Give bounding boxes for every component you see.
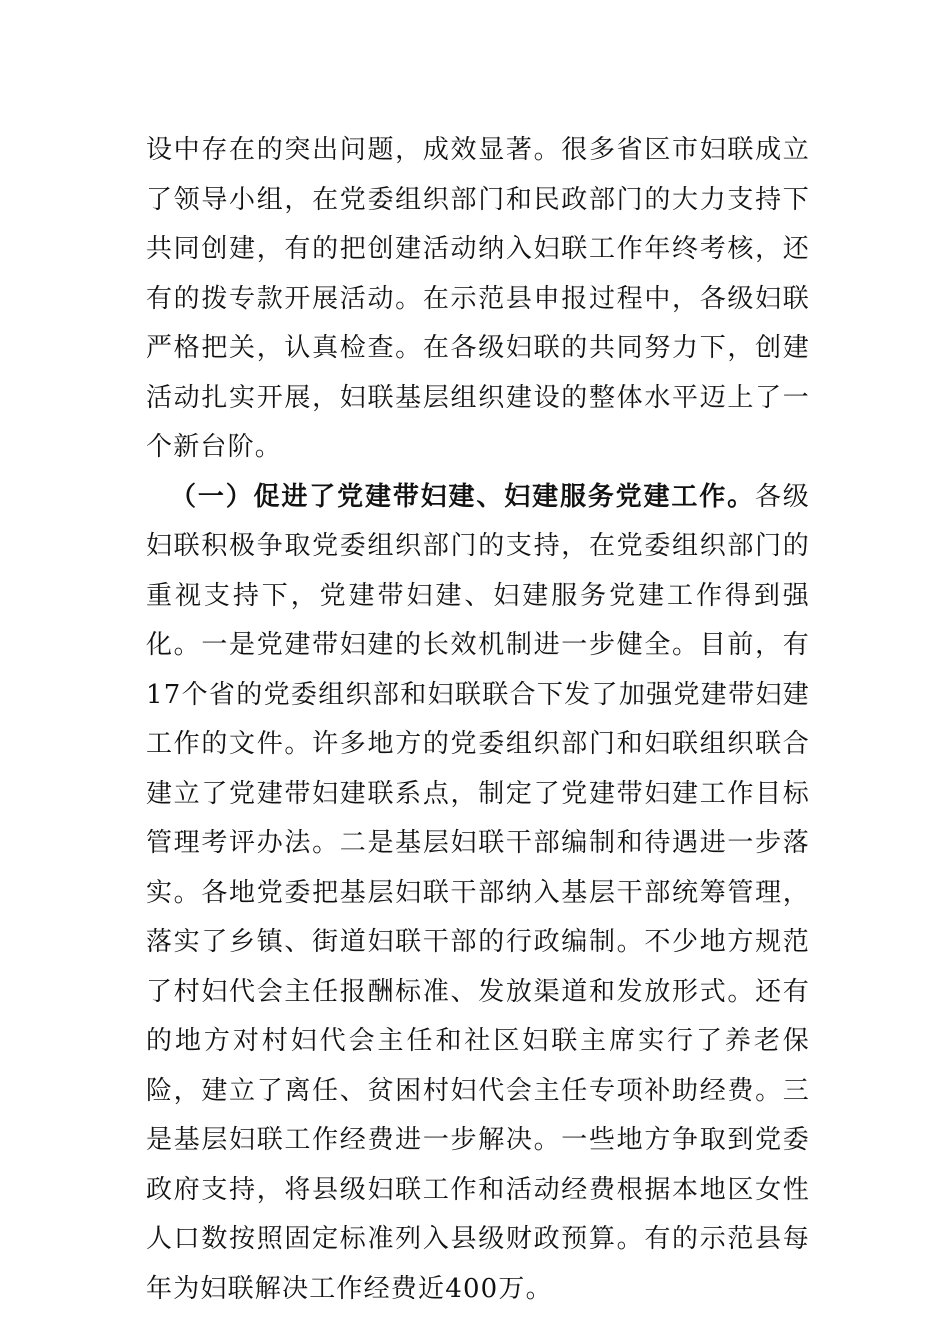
paragraph-section-one [146, 473, 810, 1315]
paragraph-intro [146, 126, 810, 473]
section-one-text: 各级妇联积极争取党委组织部门的支持，在党委组织部门的重视支持下，党建带妇建、妇建服务党建工作得到强化。一是党建带妇建的长效机制进一步健全。目前，有17个省的党委组织部和妇联联合下发了加强党建带妇建工作的文件。许多地方的党委组织部门和妇联组织联合建立了党建带妇建联系点，制定了党建带妇建工作目标管理考评办法。二是基层妇联干部编制和待遇进一步落实。各地党委把基层妇联干部纳入基层干部统筹管理，落实了乡镇、街道妇联干部的行政编制。不少地方规范了村妇代会主任报酬标准、发放渠道和发放形式。还有的地方对村妇代会主任和社区妇联主席实行了养老保险，建立了离任、贫困村妇代会主任专项补助经费。三是基层妇联工作经费进一步解决。一些地方争取到党委政府支持，将县级妇联工作和活动经费根据本地区女性人口数按照固定标准列入县级财政预算。有的示范县每年为妇联解决工作经费近400万。 [146, 481, 810, 1304]
document-body [146, 126, 810, 1314]
paragraph-intro-text: 设中存在的突出问题，成效显著。很多省区市妇联成立了领导小组，在党委组织部门和民政部门的大力支持下共同创建，有的把创建活动纳入妇联工作年终考核，还有的拨专款开展活动。在示范县申报过程中，各级妇联严格把关，认真检查。在各级妇联的共同努力下，创建活动扎实开展，妇联基层组织建设的整体水平迈上了一个新台阶。 [146, 135, 810, 462]
section-one-heading: （一）促进了党建带妇建、妇建服务党建工作。 [170, 481, 755, 512]
